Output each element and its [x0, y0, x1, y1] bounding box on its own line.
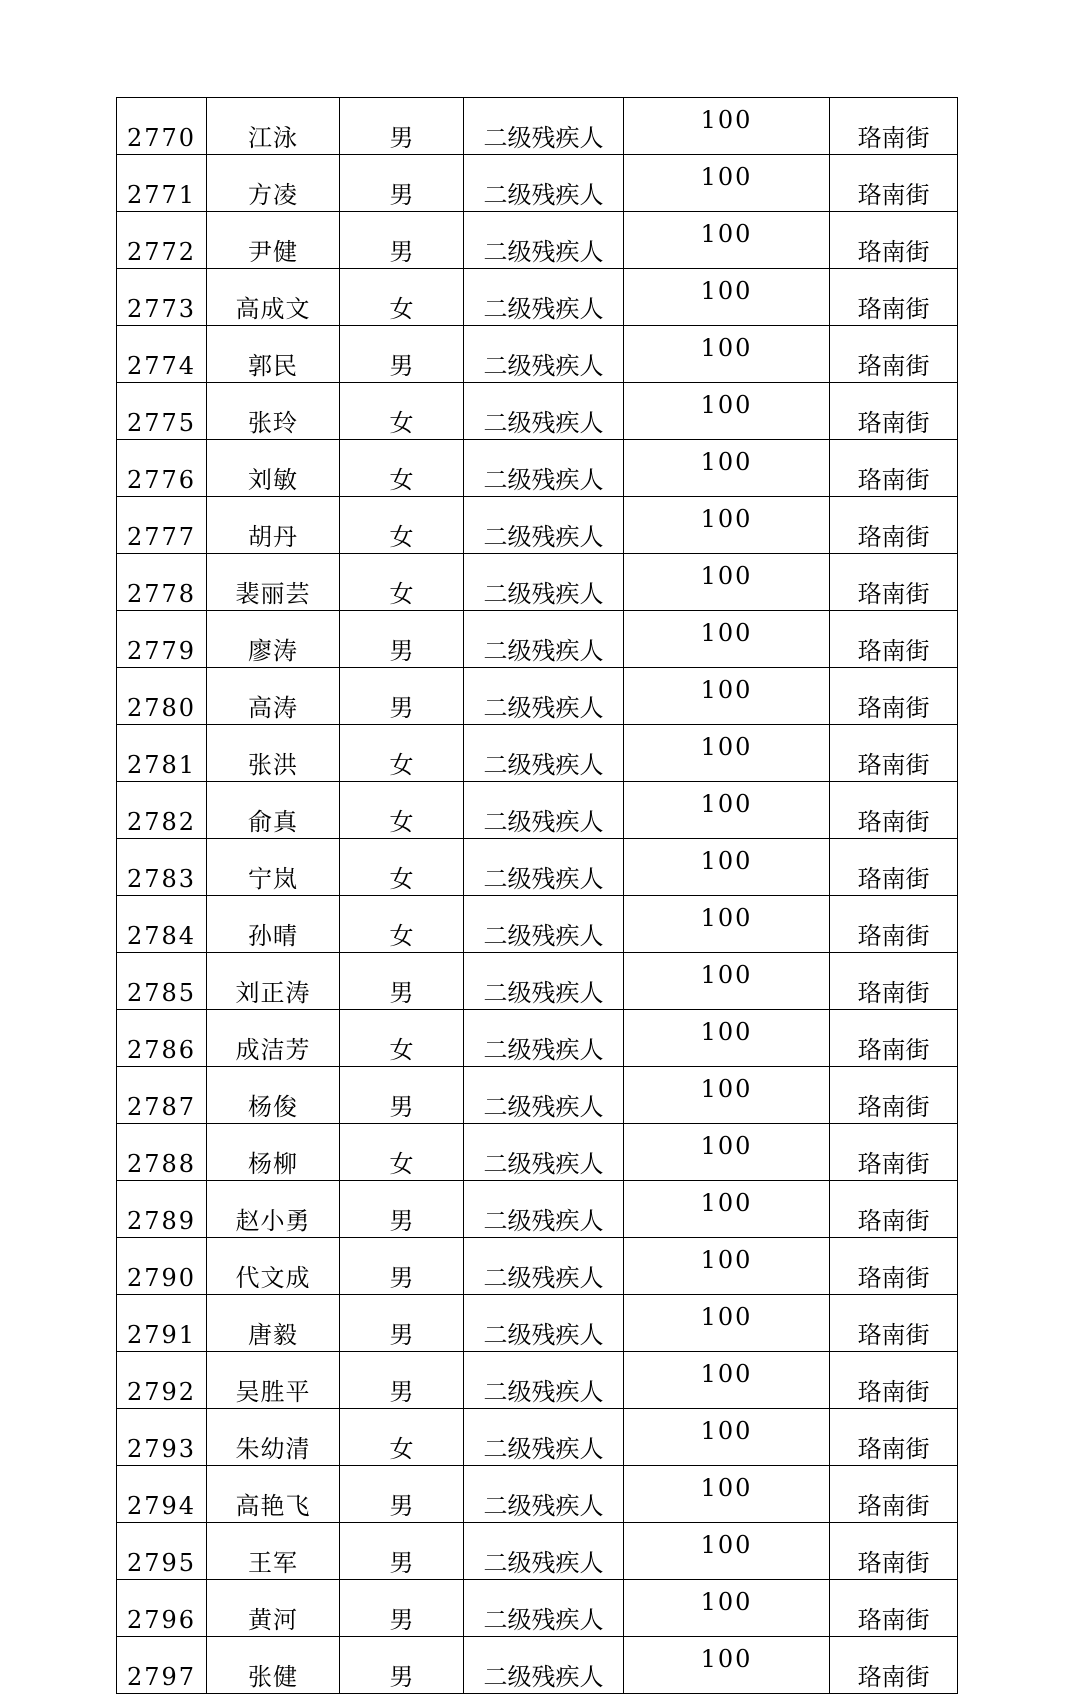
person-name: 吴胜平	[207, 1352, 340, 1409]
person-name: 杨俊	[207, 1067, 340, 1124]
street-cell: 珞南街	[830, 212, 958, 269]
row-number: 2772	[117, 212, 207, 269]
row-number: 2791	[117, 1295, 207, 1352]
amount-cell: 100	[624, 896, 830, 953]
street-cell: 珞南街	[830, 1010, 958, 1067]
person-name: 廖涛	[207, 611, 340, 668]
amount-cell: 100	[624, 1181, 830, 1238]
person-name: 高涛	[207, 668, 340, 725]
person-name: 刘敏	[207, 440, 340, 497]
amount-cell: 100	[624, 1352, 830, 1409]
row-number: 2773	[117, 269, 207, 326]
row-number: 2794	[117, 1466, 207, 1523]
disability-level: 二级残疾人	[464, 98, 624, 155]
street-cell: 珞南街	[830, 1238, 958, 1295]
street-cell: 珞南街	[830, 896, 958, 953]
gender-cell: 男	[340, 1067, 464, 1124]
person-name: 代文成	[207, 1238, 340, 1295]
table-row	[117, 1067, 958, 1124]
row-number: 2788	[117, 1124, 207, 1181]
gender-cell: 女	[340, 1010, 464, 1067]
row-number: 2779	[117, 611, 207, 668]
person-name: 方凌	[207, 155, 340, 212]
street-cell: 珞南街	[830, 497, 958, 554]
row-number: 2796	[117, 1580, 207, 1637]
amount-cell: 100	[624, 1637, 830, 1694]
disability-level: 二级残疾人	[464, 782, 624, 839]
gender-cell: 男	[340, 1523, 464, 1580]
table-row	[117, 725, 958, 782]
disability-level: 二级残疾人	[464, 953, 624, 1010]
row-number: 2795	[117, 1523, 207, 1580]
person-name: 张玲	[207, 383, 340, 440]
row-number: 2790	[117, 1238, 207, 1295]
person-name: 张洪	[207, 725, 340, 782]
table-row	[117, 440, 958, 497]
disability-level: 二级残疾人	[464, 554, 624, 611]
person-name: 赵小勇	[207, 1181, 340, 1238]
disability-level: 二级残疾人	[464, 1067, 624, 1124]
street-cell: 珞南街	[830, 725, 958, 782]
table-row	[117, 212, 958, 269]
gender-cell: 男	[340, 212, 464, 269]
amount-cell: 100	[624, 269, 830, 326]
roster-table-body	[117, 98, 958, 1694]
amount-cell: 100	[624, 1067, 830, 1124]
gender-cell: 男	[340, 953, 464, 1010]
gender-cell: 女	[340, 440, 464, 497]
row-number: 2783	[117, 839, 207, 896]
table-row	[117, 98, 958, 155]
row-number: 2789	[117, 1181, 207, 1238]
table-row	[117, 1466, 958, 1523]
person-name: 刘正涛	[207, 953, 340, 1010]
street-cell: 珞南街	[830, 611, 958, 668]
amount-cell: 100	[624, 782, 830, 839]
gender-cell: 女	[340, 383, 464, 440]
row-number: 2774	[117, 326, 207, 383]
street-cell: 珞南街	[830, 1124, 958, 1181]
row-number: 2770	[117, 98, 207, 155]
person-name: 孙晴	[207, 896, 340, 953]
gender-cell: 男	[340, 1466, 464, 1523]
disability-level: 二级残疾人	[464, 1637, 624, 1694]
person-name: 宁岚	[207, 839, 340, 896]
disability-level: 二级残疾人	[464, 1580, 624, 1637]
person-name: 高艳飞	[207, 1466, 340, 1523]
gender-cell: 女	[340, 896, 464, 953]
roster-table	[116, 97, 958, 1694]
table-row	[117, 1523, 958, 1580]
table-row	[117, 1637, 958, 1694]
disability-level: 二级残疾人	[464, 839, 624, 896]
street-cell: 珞南街	[830, 782, 958, 839]
table-row	[117, 611, 958, 668]
amount-cell: 100	[624, 1010, 830, 1067]
street-cell: 珞南街	[830, 1352, 958, 1409]
disability-level: 二级残疾人	[464, 1238, 624, 1295]
person-name: 王军	[207, 1523, 340, 1580]
street-cell: 珞南街	[830, 1466, 958, 1523]
row-number: 2785	[117, 953, 207, 1010]
street-cell: 珞南街	[830, 269, 958, 326]
street-cell: 珞南街	[830, 440, 958, 497]
street-cell: 珞南街	[830, 953, 958, 1010]
person-name: 胡丹	[207, 497, 340, 554]
disability-level: 二级残疾人	[464, 1181, 624, 1238]
row-number: 2778	[117, 554, 207, 611]
street-cell: 珞南街	[830, 383, 958, 440]
gender-cell: 女	[340, 782, 464, 839]
amount-cell: 100	[624, 1124, 830, 1181]
gender-cell: 男	[340, 98, 464, 155]
disability-level: 二级残疾人	[464, 1295, 624, 1352]
disability-level: 二级残疾人	[464, 497, 624, 554]
amount-cell: 100	[624, 1238, 830, 1295]
amount-cell: 100	[624, 725, 830, 782]
row-number: 2777	[117, 497, 207, 554]
row-number: 2784	[117, 896, 207, 953]
gender-cell: 女	[340, 497, 464, 554]
street-cell: 珞南街	[830, 155, 958, 212]
disability-level: 二级残疾人	[464, 725, 624, 782]
street-cell: 珞南街	[830, 1181, 958, 1238]
table-row	[117, 953, 958, 1010]
person-name: 裴丽芸	[207, 554, 340, 611]
disability-level: 二级残疾人	[464, 1409, 624, 1466]
amount-cell: 100	[624, 326, 830, 383]
row-number: 2797	[117, 1637, 207, 1694]
row-number: 2781	[117, 725, 207, 782]
table-row	[117, 383, 958, 440]
disability-level: 二级残疾人	[464, 269, 624, 326]
person-name: 高成文	[207, 269, 340, 326]
row-number: 2787	[117, 1067, 207, 1124]
person-name: 张健	[207, 1637, 340, 1694]
gender-cell: 男	[340, 611, 464, 668]
table-row	[117, 1124, 958, 1181]
gender-cell: 男	[340, 1238, 464, 1295]
gender-cell: 女	[340, 1409, 464, 1466]
gender-cell: 男	[340, 326, 464, 383]
table-row	[117, 554, 958, 611]
row-number: 2793	[117, 1409, 207, 1466]
amount-cell: 100	[624, 1523, 830, 1580]
amount-cell: 100	[624, 953, 830, 1010]
street-cell: 珞南街	[830, 554, 958, 611]
disability-level: 二级残疾人	[464, 383, 624, 440]
gender-cell: 男	[340, 668, 464, 725]
amount-cell: 100	[624, 440, 830, 497]
person-name: 杨柳	[207, 1124, 340, 1181]
street-cell: 珞南街	[830, 1067, 958, 1124]
gender-cell: 女	[340, 554, 464, 611]
gender-cell: 男	[340, 155, 464, 212]
street-cell: 珞南街	[830, 1580, 958, 1637]
amount-cell: 100	[624, 611, 830, 668]
person-name: 黄河	[207, 1580, 340, 1637]
disability-level: 二级残疾人	[464, 1010, 624, 1067]
amount-cell: 100	[624, 1466, 830, 1523]
disability-level: 二级残疾人	[464, 896, 624, 953]
table-row	[117, 839, 958, 896]
amount-cell: 100	[624, 155, 830, 212]
street-cell: 珞南街	[830, 1409, 958, 1466]
disability-level: 二级残疾人	[464, 326, 624, 383]
disability-level: 二级残疾人	[464, 155, 624, 212]
row-number: 2782	[117, 782, 207, 839]
table-row	[117, 497, 958, 554]
person-name: 唐毅	[207, 1295, 340, 1352]
amount-cell: 100	[624, 497, 830, 554]
table-row	[117, 896, 958, 953]
street-cell: 珞南街	[830, 1523, 958, 1580]
person-name: 俞真	[207, 782, 340, 839]
disability-level: 二级残疾人	[464, 212, 624, 269]
table-row	[117, 1352, 958, 1409]
disability-level: 二级残疾人	[464, 1352, 624, 1409]
disability-level: 二级残疾人	[464, 440, 624, 497]
person-name: 郭民	[207, 326, 340, 383]
table-row	[117, 155, 958, 212]
table-row	[117, 269, 958, 326]
table-row	[117, 326, 958, 383]
person-name: 成洁芳	[207, 1010, 340, 1067]
table-row	[117, 1580, 958, 1637]
row-number: 2776	[117, 440, 207, 497]
street-cell: 珞南街	[830, 1295, 958, 1352]
disability-level: 二级残疾人	[464, 1124, 624, 1181]
person-name: 尹健	[207, 212, 340, 269]
table-row	[117, 1295, 958, 1352]
disability-level: 二级残疾人	[464, 1466, 624, 1523]
amount-cell: 100	[624, 1409, 830, 1466]
gender-cell: 女	[340, 725, 464, 782]
table-row	[117, 1409, 958, 1466]
table-row	[117, 1010, 958, 1067]
disability-level: 二级残疾人	[464, 1523, 624, 1580]
disability-level: 二级残疾人	[464, 668, 624, 725]
street-cell: 珞南街	[830, 326, 958, 383]
amount-cell: 100	[624, 1580, 830, 1637]
row-number: 2786	[117, 1010, 207, 1067]
row-number: 2780	[117, 668, 207, 725]
amount-cell: 100	[624, 1295, 830, 1352]
amount-cell: 100	[624, 839, 830, 896]
gender-cell: 女	[340, 269, 464, 326]
person-name: 江泳	[207, 98, 340, 155]
table-row	[117, 1238, 958, 1295]
table-row	[117, 668, 958, 725]
street-cell: 珞南街	[830, 839, 958, 896]
gender-cell: 男	[340, 1637, 464, 1694]
amount-cell: 100	[624, 668, 830, 725]
amount-cell: 100	[624, 98, 830, 155]
table-row	[117, 782, 958, 839]
gender-cell: 男	[340, 1181, 464, 1238]
person-name: 朱幼清	[207, 1409, 340, 1466]
gender-cell: 男	[340, 1352, 464, 1409]
gender-cell: 女	[340, 1124, 464, 1181]
amount-cell: 100	[624, 212, 830, 269]
row-number: 2771	[117, 155, 207, 212]
street-cell: 珞南街	[830, 1637, 958, 1694]
gender-cell: 男	[340, 1295, 464, 1352]
street-cell: 珞南街	[830, 98, 958, 155]
disability-level: 二级残疾人	[464, 611, 624, 668]
row-number: 2775	[117, 383, 207, 440]
amount-cell: 100	[624, 554, 830, 611]
table-row	[117, 1181, 958, 1238]
row-number: 2792	[117, 1352, 207, 1409]
amount-cell: 100	[624, 383, 830, 440]
gender-cell: 女	[340, 839, 464, 896]
street-cell: 珞南街	[830, 668, 958, 725]
gender-cell: 男	[340, 1580, 464, 1637]
